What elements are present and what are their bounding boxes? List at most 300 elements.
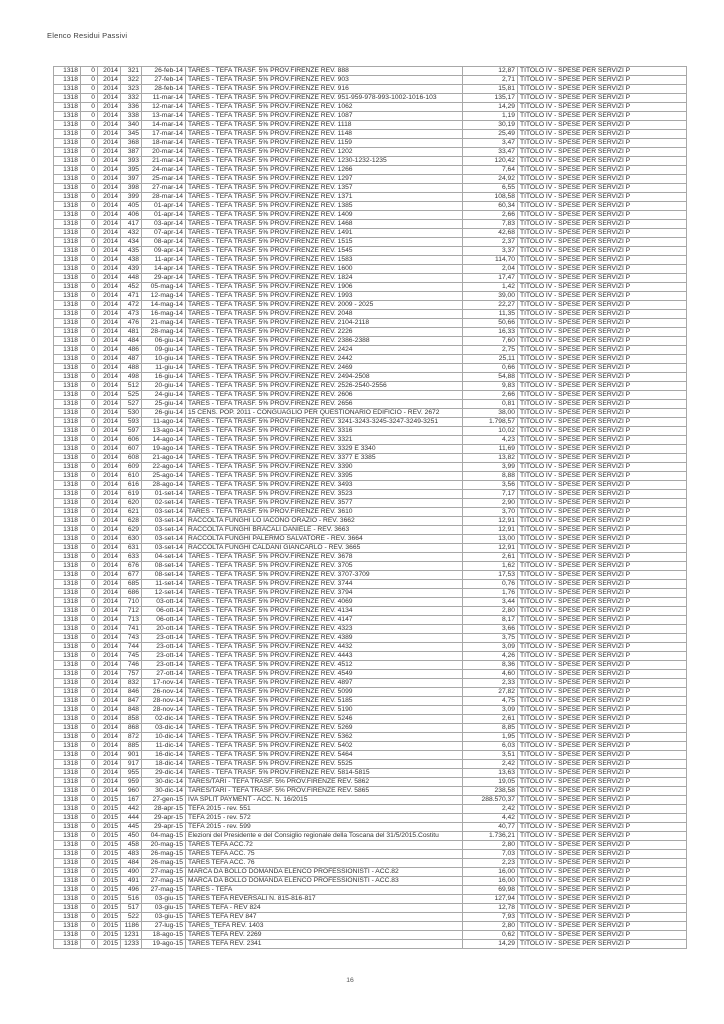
cell-flag: 0: [81, 868, 98, 877]
cell-year: 2014: [98, 103, 121, 112]
cell-reg: 1318: [54, 103, 81, 112]
cell-description: TARES - TEFA TRASF. 5% PROV.FIRENZE REV. 2386-2388: [186, 337, 463, 346]
cell-description: TARES - TEFA TRASF. 5% PROV.FIRENZE REV. 1118: [186, 121, 463, 130]
cell-description: TARES - TEFA TRASF. 5% PROV.FIRENZE REV. 2494-2508: [186, 373, 463, 382]
cell-reg: 1318: [54, 364, 81, 373]
table-row: [54, 850, 687, 859]
cell-amount: 3,75: [463, 634, 518, 643]
cell-year: 2014: [98, 166, 121, 175]
cell-flag: 0: [81, 121, 98, 130]
table-row: [54, 283, 687, 292]
cell-titolo: TITOLO IV - SPESE PER SERVIZI P: [518, 247, 687, 256]
cell-reg: 1318: [54, 346, 81, 355]
cell-titolo: TITOLO IV - SPESE PER SERVIZI P: [518, 616, 687, 625]
cell-reg: 1318: [54, 643, 81, 652]
cell-amount: 2,23: [463, 859, 518, 868]
cell-year: 2014: [98, 337, 121, 346]
cell-titolo: TITOLO IV - SPESE PER SERVIZI P: [518, 634, 687, 643]
cell-flag: 0: [81, 625, 98, 634]
cell-reg: 1318: [54, 67, 81, 76]
cell-year: 2014: [98, 454, 121, 463]
cell-flag: 0: [81, 472, 98, 481]
cell-flag: 0: [81, 220, 98, 229]
cell-doc-number: 167: [121, 796, 142, 805]
cell-reg: 1318: [54, 805, 81, 814]
cell-description: TARES - TEFA TRASF. 5% PROV.FIRENZE REV. 4897: [186, 679, 463, 688]
cell-reg: 1318: [54, 877, 81, 886]
cell-amount: 1,95: [463, 733, 518, 742]
cell-doc-number: 393: [121, 157, 142, 166]
cell-doc-number: 432: [121, 229, 142, 238]
cell-date: 27-mag-15: [142, 868, 186, 877]
cell-description: TARES - TEFA TRASF. 5% PROV.FIRENZE REV. 4069: [186, 598, 463, 607]
cell-amount: 3,09: [463, 706, 518, 715]
cell-year: 2015: [98, 868, 121, 877]
cell-description: TARES TEFA ACC. 75: [186, 850, 463, 859]
cell-flag: 0: [81, 751, 98, 760]
cell-year: 2014: [98, 778, 121, 787]
cell-flag: 0: [81, 328, 98, 337]
cell-year: 2014: [98, 211, 121, 220]
cell-titolo: TITOLO IV - SPESE PER SERVIZI P: [518, 931, 687, 940]
cell-date: 18-ago-15: [142, 931, 186, 940]
cell-date: 17-mar-14: [142, 130, 186, 139]
cell-year: 2014: [98, 292, 121, 301]
cell-amount: 7,83: [463, 220, 518, 229]
cell-year: 2015: [98, 922, 121, 931]
cell-description: 15 CENS. POP. 2011 - CONGUAGLIO PER QUESTIONARIO EDIFICIO - REV. 2672: [186, 409, 463, 418]
cell-amount: 135,17: [463, 94, 518, 103]
cell-titolo: TITOLO IV - SPESE PER SERVIZI P: [518, 211, 687, 220]
cell-titolo: TITOLO IV - SPESE PER SERVIZI P: [518, 499, 687, 508]
cell-titolo: TITOLO IV - SPESE PER SERVIZI P: [518, 157, 687, 166]
cell-year: 2014: [98, 148, 121, 157]
cell-titolo: TITOLO IV - SPESE PER SERVIZI P: [518, 337, 687, 346]
cell-description: TARES - TEFA TRASF. 5% PROV.FIRENZE REV. 4134: [186, 607, 463, 616]
cell-flag: 0: [81, 292, 98, 301]
cell-description: IVA SPLIT PAYMENT - ACC. N. 16/2015: [186, 796, 463, 805]
cell-description: TARES - TEFA TRASF. 5% PROV.FIRENZE REV. 1297: [186, 175, 463, 184]
cell-amount: 16,00: [463, 877, 518, 886]
cell-description: TARES - TEFA TRASF. 5% PROV.FIRENZE REV. 1062: [186, 103, 463, 112]
cell-doc-number: 406: [121, 211, 142, 220]
cell-flag: 0: [81, 373, 98, 382]
cell-reg: 1318: [54, 535, 81, 544]
cell-amount: 4,23: [463, 436, 518, 445]
cell-amount: 3,47: [463, 139, 518, 148]
cell-doc-number: 435: [121, 247, 142, 256]
table-row: [54, 139, 687, 148]
cell-amount: 288.570,37: [463, 796, 518, 805]
cell-year: 2015: [98, 823, 121, 832]
cell-date: 25-mar-14: [142, 175, 186, 184]
cell-date: 26-giu-14: [142, 409, 186, 418]
cell-year: 2014: [98, 112, 121, 121]
cell-doc-number: 395: [121, 166, 142, 175]
table-row: [54, 121, 687, 130]
cell-amount: 4,75: [463, 697, 518, 706]
cell-description: TARES TEFA REV. 2269: [186, 931, 463, 940]
cell-date: 29-apr-14: [142, 274, 186, 283]
cell-reg: 1318: [54, 193, 81, 202]
cell-doc-number: 676: [121, 562, 142, 571]
table-row: [54, 760, 687, 769]
cell-flag: 0: [81, 805, 98, 814]
cell-date: 21-ago-14: [142, 454, 186, 463]
cell-doc-number: 593: [121, 418, 142, 427]
residui-table-body: [54, 67, 687, 949]
cell-doc-number: 445: [121, 823, 142, 832]
cell-titolo: TITOLO IV - SPESE PER SERVIZI P: [518, 463, 687, 472]
cell-description: TARES - TEFA TRASF. 5% PROV.FIRENZE REV. 3395: [186, 472, 463, 481]
cell-date: 28-mar-14: [142, 193, 186, 202]
cell-amount: 22,27: [463, 301, 518, 310]
cell-doc-number: 405: [121, 202, 142, 211]
cell-titolo: TITOLO IV - SPESE PER SERVIZI P: [518, 886, 687, 895]
table-row: [54, 904, 687, 913]
cell-titolo: TITOLO IV - SPESE PER SERVIZI P: [518, 445, 687, 454]
cell-titolo: TITOLO IV - SPESE PER SERVIZI P: [518, 580, 687, 589]
cell-amount: 2,42: [463, 805, 518, 814]
cell-doc-number: 487: [121, 355, 142, 364]
cell-doc-number: 322: [121, 76, 142, 85]
table-row: [54, 346, 687, 355]
cell-year: 2014: [98, 634, 121, 643]
cell-amount: 2,71: [463, 76, 518, 85]
cell-date: 20-mar-14: [142, 148, 186, 157]
cell-flag: 0: [81, 688, 98, 697]
cell-date: 03-apr-14: [142, 220, 186, 229]
cell-date: 01-set-14: [142, 490, 186, 499]
cell-date: 26-nov-14: [142, 688, 186, 697]
cell-date: 08-apr-14: [142, 238, 186, 247]
cell-description: TEFA 2015 - rev. 572: [186, 814, 463, 823]
cell-titolo: TITOLO IV - SPESE PER SERVIZI P: [518, 229, 687, 238]
cell-doc-number: 530: [121, 409, 142, 418]
cell-year: 2014: [98, 364, 121, 373]
cell-titolo: TITOLO IV - SPESE PER SERVIZI P: [518, 400, 687, 409]
cell-flag: 0: [81, 229, 98, 238]
cell-amount: 16,33: [463, 328, 518, 337]
cell-doc-number: 712: [121, 607, 142, 616]
cell-date: 23-ott-14: [142, 661, 186, 670]
table-row: [54, 553, 687, 562]
cell-year: 2014: [98, 130, 121, 139]
cell-date: 08-set-14: [142, 571, 186, 580]
cell-flag: 0: [81, 112, 98, 121]
cell-date: 03-set-14: [142, 508, 186, 517]
cell-description: TARES - TEFA TRASF. 5% PROV.FIRENZE REV. 3321: [186, 436, 463, 445]
table-row: [54, 931, 687, 940]
cell-reg: 1318: [54, 886, 81, 895]
cell-date: 09-giu-14: [142, 346, 186, 355]
cell-amount: 108,58: [463, 193, 518, 202]
cell-doc-number: 448: [121, 274, 142, 283]
cell-description: TARES - TEFA TRASF. 5% PROV.FIRENZE REV. 4512: [186, 661, 463, 670]
cell-amount: 2,80: [463, 841, 518, 850]
cell-titolo: TITOLO IV - SPESE PER SERVIZI P: [518, 274, 687, 283]
cell-year: 2014: [98, 274, 121, 283]
cell-description: TARES - TEFA TRASF. 5% PROV.FIRENZE REV. 2469: [186, 364, 463, 373]
table-row: [54, 292, 687, 301]
cell-titolo: TITOLO IV - SPESE PER SERVIZI P: [518, 895, 687, 904]
cell-titolo: TITOLO IV - SPESE PER SERVIZI P: [518, 67, 687, 76]
cell-doc-number: 686: [121, 589, 142, 598]
cell-year: 2014: [98, 697, 121, 706]
cell-reg: 1318: [54, 553, 81, 562]
cell-description: TARES_TEFA REV. 1403: [186, 922, 463, 931]
cell-titolo: TITOLO IV - SPESE PER SERVIZI P: [518, 265, 687, 274]
cell-description: TARES - TEFA TRASF. 5% PROV.FIRENZE REV. 1906: [186, 283, 463, 292]
table-row: [54, 211, 687, 220]
cell-flag: 0: [81, 238, 98, 247]
cell-reg: 1318: [54, 265, 81, 274]
cell-description: MARCA DA BOLLO DOMANDA ELENCO PROFESSIONISTI - ACC.83: [186, 877, 463, 886]
cell-date: 28-ago-14: [142, 481, 186, 490]
table-row: [54, 202, 687, 211]
cell-reg: 1318: [54, 814, 81, 823]
table-row: [54, 571, 687, 580]
cell-doc-number: 483: [121, 850, 142, 859]
cell-titolo: TITOLO IV - SPESE PER SERVIZI P: [518, 544, 687, 553]
cell-date: 24-mar-14: [142, 166, 186, 175]
cell-titolo: TITOLO IV - SPESE PER SERVIZI P: [518, 814, 687, 823]
cell-reg: 1318: [54, 184, 81, 193]
cell-date: 18-dic-14: [142, 760, 186, 769]
cell-titolo: TITOLO IV - SPESE PER SERVIZI P: [518, 508, 687, 517]
cell-flag: 0: [81, 778, 98, 787]
cell-description: TEFA 2015 - rev. 599: [186, 823, 463, 832]
cell-year: 2014: [98, 193, 121, 202]
cell-description: TARES - TEFA TRASF. 5% PROV.FIRENZE REV. 1357: [186, 184, 463, 193]
cell-titolo: TITOLO IV - SPESE PER SERVIZI P: [518, 940, 687, 949]
cell-description: TARES - TEFA TRASF. 5% PROV.FIRENZE REV. 3744: [186, 580, 463, 589]
table-row: [54, 274, 687, 283]
table-row: [54, 526, 687, 535]
cell-date: 24-giu-14: [142, 391, 186, 400]
cell-reg: 1318: [54, 211, 81, 220]
cell-flag: 0: [81, 661, 98, 670]
cell-doc-number: 746: [121, 661, 142, 670]
cell-flag: 0: [81, 742, 98, 751]
cell-titolo: TITOLO IV - SPESE PER SERVIZI P: [518, 517, 687, 526]
cell-description: TARES - TEFA TRASF. 5% PROV.FIRENZE REV. 1087: [186, 112, 463, 121]
cell-doc-number: 481: [121, 328, 142, 337]
cell-titolo: TITOLO IV - SPESE PER SERVIZI P: [518, 481, 687, 490]
table-row: [54, 697, 687, 706]
cell-titolo: TITOLO IV - SPESE PER SERVIZI P: [518, 139, 687, 148]
cell-amount: 8,88: [463, 472, 518, 481]
cell-flag: 0: [81, 697, 98, 706]
cell-year: 2014: [98, 94, 121, 103]
cell-year: 2014: [98, 67, 121, 76]
cell-reg: 1318: [54, 355, 81, 364]
cell-doc-number: 473: [121, 310, 142, 319]
cell-date: 27-gen-15: [142, 796, 186, 805]
cell-amount: 3,56: [463, 481, 518, 490]
cell-date: 27-mag-15: [142, 886, 186, 895]
cell-flag: 0: [81, 175, 98, 184]
cell-titolo: TITOLO IV - SPESE PER SERVIZI P: [518, 571, 687, 580]
cell-doc-number: 610: [121, 472, 142, 481]
cell-description: TARES - TEFA TRASF. 5% PROV.FIRENZE REV. 4147: [186, 616, 463, 625]
cell-flag: 0: [81, 130, 98, 139]
cell-titolo: TITOLO IV - SPESE PER SERVIZI P: [518, 391, 687, 400]
cell-amount: 7,17: [463, 490, 518, 499]
table-row: [54, 625, 687, 634]
cell-year: 2014: [98, 580, 121, 589]
table-row: [54, 481, 687, 490]
cell-amount: 27,82: [463, 688, 518, 697]
cell-amount: 17,47: [463, 274, 518, 283]
cell-description: TARES - TEFA TRASF. 5% PROV.FIRENZE REV. 3707-3709: [186, 571, 463, 580]
cell-description: TARES - TEFA TRASF. 5% PROV.FIRENZE REV. 3523: [186, 490, 463, 499]
cell-reg: 1318: [54, 490, 81, 499]
cell-year: 2014: [98, 139, 121, 148]
cell-date: 29-apr-15: [142, 814, 186, 823]
cell-titolo: TITOLO IV - SPESE PER SERVIZI P: [518, 787, 687, 796]
cell-flag: 0: [81, 346, 98, 355]
table-row: [54, 112, 687, 121]
cell-year: 2014: [98, 526, 121, 535]
table-row: [54, 616, 687, 625]
table-row: [54, 400, 687, 409]
cell-doc-number: 606: [121, 436, 142, 445]
table-row: [54, 832, 687, 841]
cell-description: TARES - TEFA TRASF. 5% PROV.FIRENZE REV. 3678: [186, 553, 463, 562]
table-row: [54, 499, 687, 508]
cell-year: 2014: [98, 598, 121, 607]
cell-date: 03-giu-15: [142, 904, 186, 913]
cell-date: 28-apr-15: [142, 805, 186, 814]
cell-year: 2014: [98, 562, 121, 571]
cell-year: 2015: [98, 886, 121, 895]
cell-amount: 17,53: [463, 571, 518, 580]
cell-amount: 9,83: [463, 382, 518, 391]
cell-year: 2014: [98, 652, 121, 661]
cell-date: 08-set-14: [142, 562, 186, 571]
cell-date: 19-ago-14: [142, 445, 186, 454]
table-row: [54, 382, 687, 391]
cell-amount: 11,69: [463, 445, 518, 454]
cell-year: 2014: [98, 706, 121, 715]
cell-reg: 1318: [54, 454, 81, 463]
table-row: [54, 724, 687, 733]
cell-flag: 0: [81, 211, 98, 220]
cell-date: 23-ott-14: [142, 634, 186, 643]
cell-year: 2015: [98, 832, 121, 841]
cell-flag: 0: [81, 760, 98, 769]
cell-amount: 2,90: [463, 499, 518, 508]
cell-doc-number: 677: [121, 571, 142, 580]
cell-reg: 1318: [54, 589, 81, 598]
cell-doc-number: 323: [121, 85, 142, 94]
cell-flag: 0: [81, 247, 98, 256]
cell-flag: 0: [81, 427, 98, 436]
cell-reg: 1318: [54, 697, 81, 706]
table-row: [54, 490, 687, 499]
cell-year: 2014: [98, 670, 121, 679]
cell-titolo: TITOLO IV - SPESE PER SERVIZI P: [518, 121, 687, 130]
cell-titolo: TITOLO IV - SPESE PER SERVIZI P: [518, 184, 687, 193]
cell-flag: 0: [81, 931, 98, 940]
cell-titolo: TITOLO IV - SPESE PER SERVIZI P: [518, 877, 687, 886]
cell-year: 2014: [98, 724, 121, 733]
table-row: [54, 841, 687, 850]
cell-doc-number: 488: [121, 364, 142, 373]
cell-flag: 0: [81, 634, 98, 643]
table-row: [54, 535, 687, 544]
cell-doc-number: 498: [121, 373, 142, 382]
cell-date: 04-mag-15: [142, 832, 186, 841]
cell-flag: 0: [81, 589, 98, 598]
cell-date: 26-feb-14: [142, 67, 186, 76]
cell-doc-number: 471: [121, 292, 142, 301]
cell-year: 2014: [98, 202, 121, 211]
cell-flag: 0: [81, 607, 98, 616]
cell-titolo: TITOLO IV - SPESE PER SERVIZI P: [518, 535, 687, 544]
cell-amount: 25,49: [463, 130, 518, 139]
cell-doc-number: 486: [121, 346, 142, 355]
table-row: [54, 607, 687, 616]
cell-year: 2014: [98, 301, 121, 310]
cell-reg: 1318: [54, 139, 81, 148]
cell-amount: 7,64: [463, 166, 518, 175]
cell-description: TARES - TEFA TRASF. 5% PROV.FIRENZE REV. 1202: [186, 148, 463, 157]
cell-reg: 1318: [54, 742, 81, 751]
table-row: [54, 355, 687, 364]
cell-titolo: TITOLO IV - SPESE PER SERVIZI P: [518, 589, 687, 598]
cell-reg: 1318: [54, 229, 81, 238]
cell-year: 2014: [98, 742, 121, 751]
cell-reg: 1318: [54, 373, 81, 382]
table-row: [54, 220, 687, 229]
cell-year: 2014: [98, 481, 121, 490]
cell-titolo: TITOLO IV - SPESE PER SERVIZI P: [518, 319, 687, 328]
cell-date: 10-giu-14: [142, 355, 186, 364]
cell-reg: 1318: [54, 310, 81, 319]
cell-date: 21-mar-14: [142, 157, 186, 166]
cell-amount: 2,61: [463, 553, 518, 562]
cell-doc-number: 399: [121, 193, 142, 202]
cell-flag: 0: [81, 769, 98, 778]
cell-titolo: TITOLO IV - SPESE PER SERVIZI P: [518, 220, 687, 229]
cell-doc-number: 631: [121, 544, 142, 553]
cell-reg: 1318: [54, 85, 81, 94]
cell-doc-number: 476: [121, 319, 142, 328]
cell-reg: 1318: [54, 760, 81, 769]
cell-doc-number: 368: [121, 139, 142, 148]
cell-titolo: TITOLO IV - SPESE PER SERVIZI P: [518, 859, 687, 868]
cell-amount: 7,03: [463, 850, 518, 859]
cell-reg: 1318: [54, 472, 81, 481]
cell-doc-number: 848: [121, 706, 142, 715]
table-row: [54, 175, 687, 184]
cell-reg: 1318: [54, 679, 81, 688]
cell-amount: 12,91: [463, 517, 518, 526]
cell-flag: 0: [81, 715, 98, 724]
cell-flag: 0: [81, 535, 98, 544]
cell-doc-number: 607: [121, 445, 142, 454]
cell-amount: 14,29: [463, 940, 518, 949]
table-row: [54, 661, 687, 670]
cell-doc-number: 1231: [121, 931, 142, 940]
cell-reg: 1318: [54, 148, 81, 157]
table-row: [54, 157, 687, 166]
cell-amount: 2,80: [463, 607, 518, 616]
cell-date: 29-apr-15: [142, 823, 186, 832]
cell-amount: 11,35: [463, 310, 518, 319]
